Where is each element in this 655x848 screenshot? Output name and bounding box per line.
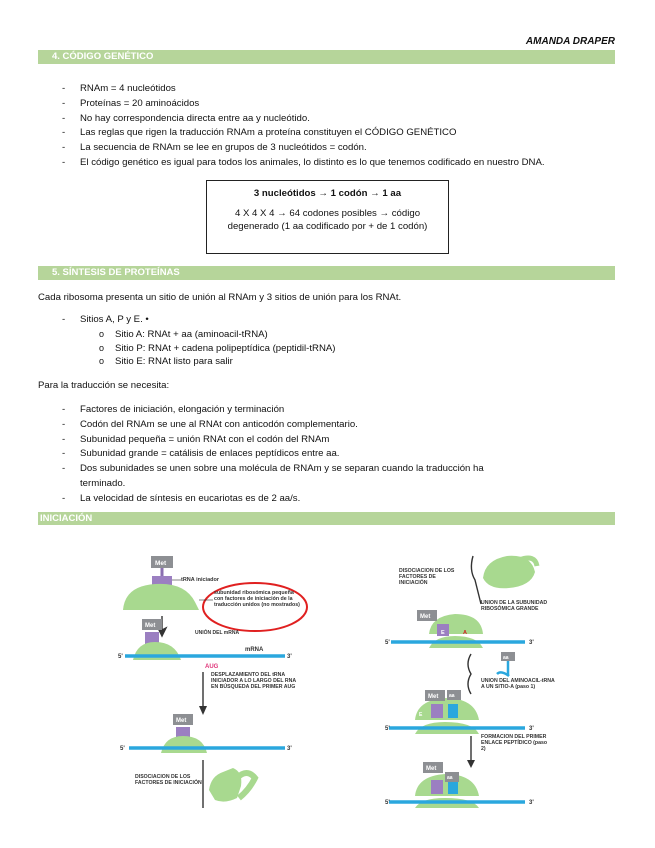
initiation-figure-right xyxy=(385,550,585,810)
step-dissociation: DISOCIACIÓN DE LOS FACTORES DE INICIACIÓN xyxy=(399,568,455,586)
list-item: o Sitio P: RNAt + cadena polipeptídica (peptidil-tRNA) xyxy=(99,342,336,356)
step-peptide-bond: FORMACIÓN DEL PRIMER ENLACE PEPTÍDICO (paso 2) xyxy=(481,734,548,752)
ribosome-intro: Cada ribosoma presenta un sitio de unión al RNAm y 3 sitios de unión para los RNAt. xyxy=(38,292,402,303)
list-item: - Sitios A, P y E. • xyxy=(62,313,149,328)
list-item: - Proteínas = 20 aminoácidos xyxy=(62,97,545,112)
callout-text: subunidad ribosómica pequeña con factores de iniciación de la traducción unidos (no mostrados) xyxy=(214,590,300,608)
codon-count: 4 X 4 X 4 → 64 codones posibles → código degenerado (1 aa codificado por + de 1 codón) xyxy=(227,208,428,232)
three-prime: 3' xyxy=(287,746,292,752)
codon-summary-box xyxy=(206,180,449,254)
five-prime: 5' xyxy=(385,726,390,732)
aa-label: aa xyxy=(447,775,453,781)
initiation-figure-left xyxy=(115,550,325,810)
list-item: - La velocidad de síntesis en eucariotas es de 2 aa/s. xyxy=(62,492,520,507)
list-item: - La secuencia de RNAm se lee en grupos de 3 nucleótidos = codón. xyxy=(62,141,545,156)
three-prime: 3' xyxy=(529,640,534,646)
e-site: E xyxy=(419,712,423,718)
section-heading-sintesis: 5. SÍNTESIS DE PROTEÍNAS xyxy=(38,266,615,280)
five-prime: 5' xyxy=(118,654,123,660)
e-site: E xyxy=(441,630,445,636)
sites-sublist xyxy=(99,328,336,369)
list-item: - Factores de iniciación, elongación y terminación xyxy=(62,403,520,418)
step-aminoacyl: UNIÓN DEL AMINOACIL-tRNA A UN SITIO-A (paso 1) xyxy=(481,678,555,690)
list-item: o Sitio A: RNAt + aa (aminoacil-tRNA) xyxy=(99,328,336,342)
translation-list xyxy=(62,403,520,507)
codigo-list xyxy=(62,82,545,171)
step-dissociation: DISOCIACIÓN DE LOS FACTORES DE INICIACIÓN xyxy=(135,774,202,786)
met-text: Met xyxy=(428,694,439,700)
codon-rule: 3 nucleótidos → 1 codón → 1 aa xyxy=(253,188,402,199)
five-prime: 5' xyxy=(120,746,125,752)
step-mrna-binding: UNIÓN DEL mRNA xyxy=(195,630,240,636)
list-item: - Codón del RNAm se une al RNAt con anticodón complementario. xyxy=(62,418,520,433)
met-text: Met xyxy=(420,614,431,620)
met-text: Met xyxy=(426,766,437,772)
met-text: Met xyxy=(176,718,187,724)
section-heading-iniciacion: INICIACIÓN xyxy=(38,512,615,525)
a-site: A xyxy=(463,630,467,636)
five-prime: 5' xyxy=(385,640,390,646)
mrna-label: mRNA xyxy=(245,647,264,653)
author-name: AMANDA DRAPER xyxy=(525,36,615,47)
list-item: - Subunidad pequeña = unión RNAt con el codón del RNAm xyxy=(62,433,520,448)
list-item: - El código genético es igual para todos los animales, lo distinto es lo que tenemos codificado en nuestro DNA. xyxy=(62,156,545,171)
three-prime: 3' xyxy=(529,800,534,806)
list-item: - Dos subunidades se unen sobre una molécula de RNAm y se separan cuando la traducción ha terminado. xyxy=(62,462,520,492)
list-item: - Las reglas que rigen la traducción RNAm a proteína constituyen el CÓDIGO GENÉTICO xyxy=(62,126,545,141)
aa-label: aa xyxy=(449,693,455,699)
step-large-subunit: UNIÓN DE LA SUBUNIDAD RIBOSÓMICA GRANDE xyxy=(481,600,548,612)
three-prime: 3' xyxy=(529,726,534,732)
list-item: - RNAm = 4 nucleótidos xyxy=(62,82,545,97)
step-scanning: DESPLAZAMIENTO DEL tRNA INICIADOR A LO LARGO DEL RNA EN BÚSQUEDA DEL PRIMER AUG xyxy=(211,672,296,690)
three-prime: 3' xyxy=(287,654,292,660)
list-item: - Subunidad grande = catálisis de enlaces peptídicos entre aa. xyxy=(62,447,520,462)
met-text: Met xyxy=(145,623,156,629)
list-item: - No hay correspondencia directa entre aa y nucleótido. xyxy=(62,112,545,127)
sites-list xyxy=(62,313,149,328)
met-text: Met xyxy=(155,560,167,567)
aug-label: AUG xyxy=(205,664,219,670)
trna-label: tRNA iniciador xyxy=(181,577,219,583)
section-heading-codigo-genetico: 4. CÓDIGO GENÉTICO xyxy=(38,50,615,64)
translation-needs: Para la traducción se necesita: xyxy=(38,380,170,391)
five-prime: 5' xyxy=(385,800,390,806)
list-item: o Sitio E: RNAt listo para salir xyxy=(99,355,336,369)
aa-label: aa xyxy=(503,655,509,661)
small-subunit-icon xyxy=(123,584,199,610)
